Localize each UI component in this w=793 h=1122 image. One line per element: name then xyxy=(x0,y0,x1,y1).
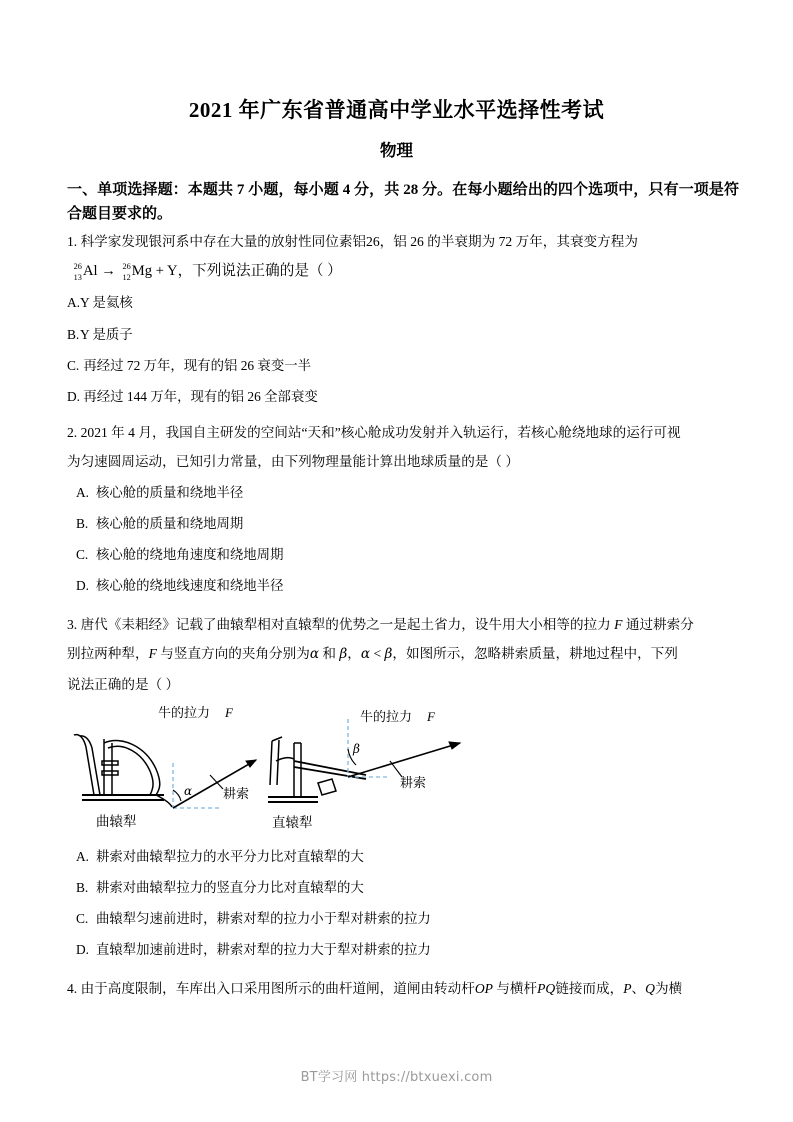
question-2-stem-line-2: 为匀速圆周运动，已知引力常量，由下列物理量能计算出地球质量的是（ ） xyxy=(67,454,519,470)
option-text: 耕索对曲辕犁拉力的水平分力比对直辕犁的大 xyxy=(96,849,364,864)
q4-symbol-pq: PQ xyxy=(537,981,556,997)
question-2 xyxy=(0,418,793,601)
footer-site-name: BT学习网 xyxy=(300,1070,358,1085)
plow-diagram-svg xyxy=(60,703,480,839)
option-text: 核心舱的质量和绕地半径 xyxy=(96,484,244,500)
q3-text-5: 和 xyxy=(322,646,336,662)
right-plow-share xyxy=(318,779,336,795)
q3-text-3: 别拉两种犁， xyxy=(67,646,149,662)
right-plow-handle xyxy=(270,741,272,785)
question-2-option-a xyxy=(67,477,739,508)
nuclide-al: 26 13 xyxy=(73,261,82,282)
q4-text-4: 、 xyxy=(631,981,646,997)
left-angle-label: α xyxy=(184,784,193,798)
q4-symbol-op: OP xyxy=(474,981,493,997)
right-angle-label: β xyxy=(353,742,360,756)
q4-text-2: 与横杆 xyxy=(496,981,538,997)
question-3 xyxy=(0,610,793,699)
right-force-arrow-head xyxy=(449,742,460,749)
left-rope-leader xyxy=(210,775,223,789)
q3-symbol-beta-2: β xyxy=(384,646,393,663)
question-1-option-a xyxy=(67,287,739,318)
left-force-symbol: F xyxy=(225,705,233,720)
question-4-stem-line-1 xyxy=(67,974,739,1003)
question-1-equation xyxy=(67,256,739,288)
option-label: D. xyxy=(76,942,90,958)
question-2-option-b xyxy=(67,508,739,539)
nuclide-mg: 26 12 xyxy=(122,261,131,282)
left-plow-handle-2 xyxy=(80,736,100,795)
option-label: A. xyxy=(67,295,81,311)
option-label: B. xyxy=(67,326,80,342)
question-3-options xyxy=(0,841,793,965)
right-force-arrow-shaft xyxy=(348,743,460,777)
question-1-tail: ，下列说法正确的是（ ） xyxy=(177,262,342,279)
q3-symbol-alpha-1: α xyxy=(309,646,319,663)
question-3-stem-line-1 xyxy=(67,610,739,639)
right-plow-vectors xyxy=(348,719,460,777)
question-2-option-d xyxy=(67,570,739,601)
q3-text-7: ，如图所示，忽略耕索质量，耕地过程中，下列 xyxy=(392,646,678,662)
option-text: 再经过 72 万年，现有的铝 26 衰变一半 xyxy=(83,357,311,373)
option-label: C. xyxy=(76,546,89,562)
option-label: C. xyxy=(67,357,80,373)
equation-plus-y: + Y xyxy=(155,262,178,279)
section-heading: 一、单项选择题：本题共 7 小题，每小题 4 分，共 28 分。在每小题给出的四个选项中，只有一项是符合题目要求的。 xyxy=(67,181,739,223)
page-subtitle: 物理 xyxy=(380,141,413,161)
option-text: 核心舱的质量和绕地周期 xyxy=(96,515,244,531)
right-plow-group xyxy=(268,737,366,802)
option-text: 耕索对曲辕犁拉力的竖直分力比对直辕犁的大 xyxy=(96,880,364,896)
question-1-option-c xyxy=(67,350,739,381)
question-1-option-d xyxy=(67,381,739,412)
question-2-option-c xyxy=(67,539,739,570)
left-plow-group xyxy=(74,735,172,807)
left-angle-arc xyxy=(173,790,181,801)
element-mg: Mg xyxy=(131,262,153,279)
q3-text-6: ， xyxy=(347,646,361,662)
question-3-option-b xyxy=(67,872,739,903)
right-plow-handle-top xyxy=(272,737,282,741)
q3-symbol-f-2: F xyxy=(148,646,157,662)
question-2-stem-line-1: 2. 2021 年 4 月，我国自主研发的空间站“天和”核心舱成功发射并入轨运行，若核心舱绕地球的运行可视 xyxy=(67,424,681,440)
right-force-label: 牛的拉力 xyxy=(360,709,413,724)
option-text: 核心舱的绕地线速度和绕地半径 xyxy=(96,577,284,593)
right-plow-handle-2 xyxy=(277,740,279,785)
page-title: 2021 年广东省普通高中学业水平选择性考试 xyxy=(188,98,605,122)
question-1 xyxy=(0,227,793,412)
q3-text-4: 与竖直方向的夹角分别为 xyxy=(160,646,310,662)
question-3-stem-line-3: 说法正确的是（ ） xyxy=(67,676,180,692)
left-plow-label: 曲辕犁 xyxy=(96,814,137,829)
option-label: A. xyxy=(76,484,90,500)
footer-url: https://btxuexi.com xyxy=(361,1070,493,1085)
q3-text-2: 通过耕索分 xyxy=(625,616,694,632)
option-text: 再经过 144 万年，现有的铝 26 全部衰变 xyxy=(83,388,318,404)
question-3-stem-line-2 xyxy=(67,639,739,669)
q3-symbol-f-1: F xyxy=(614,616,623,632)
option-label: B. xyxy=(76,880,89,896)
left-force-arrow-head xyxy=(246,760,256,767)
footer-watermark xyxy=(0,1066,793,1085)
option-text: Y 是质子 xyxy=(80,326,133,342)
question-1-option-b xyxy=(67,319,739,350)
element-al: Al xyxy=(82,262,98,279)
left-rope-label: 耕索 xyxy=(223,786,250,801)
question-3-option-d xyxy=(67,934,739,965)
option-label: A. xyxy=(76,849,90,864)
q4-text-1: 4. 由于高度限制，车库出入口采用图所示的曲杆道闸，道闸由转动杆 xyxy=(67,981,475,997)
q4-text-3: 链接而成， xyxy=(555,981,624,997)
q4-text-5: 为横 xyxy=(654,981,683,997)
option-label: D. xyxy=(67,388,81,404)
option-text: 直辕犁加速前进时，耕索对犁的拉力大于犁对耕索的拉力 xyxy=(96,942,431,958)
question-4 xyxy=(0,974,793,1003)
option-label: B. xyxy=(76,515,89,531)
right-rope-label: 耕索 xyxy=(400,775,427,790)
left-force-label: 牛的拉力 xyxy=(158,705,211,720)
q3-text-1: 3. 唐代《耒耜经》记载了曲辕犁相对直辕犁的优势之一是起土省力，设牛用大小相等的拉力 xyxy=(67,616,611,632)
option-text: Y 是氦核 xyxy=(80,295,133,311)
q4-symbol-p: P xyxy=(623,981,632,997)
reaction-arrow: → xyxy=(101,262,116,279)
question-3-figure xyxy=(0,703,793,841)
q3-symbol-beta-1: β xyxy=(339,646,348,663)
q3-less-than: < xyxy=(373,646,382,662)
right-force-symbol: F xyxy=(427,709,435,724)
right-plow-label: 直辕犁 xyxy=(272,815,313,830)
question-3-option-a xyxy=(67,841,739,872)
option-label: C. xyxy=(76,911,89,927)
option-text: 核心舱的绕地角速度和绕地周期 xyxy=(96,546,284,562)
q3-symbol-alpha-2: α xyxy=(360,646,371,663)
option-label: D. xyxy=(76,577,90,593)
q4-symbol-q: Q xyxy=(645,981,655,997)
option-text: 曲辕犁匀速前进时，耕索对犁的拉力小于犁对耕索的拉力 xyxy=(96,911,431,927)
question-3-option-c xyxy=(67,903,739,934)
question-1-stem: 1. 科学家发现银河系中存在大量的放射性同位素铝26，铝 26 的半衰期为 72 万年，其衰变方程为 xyxy=(67,233,638,249)
